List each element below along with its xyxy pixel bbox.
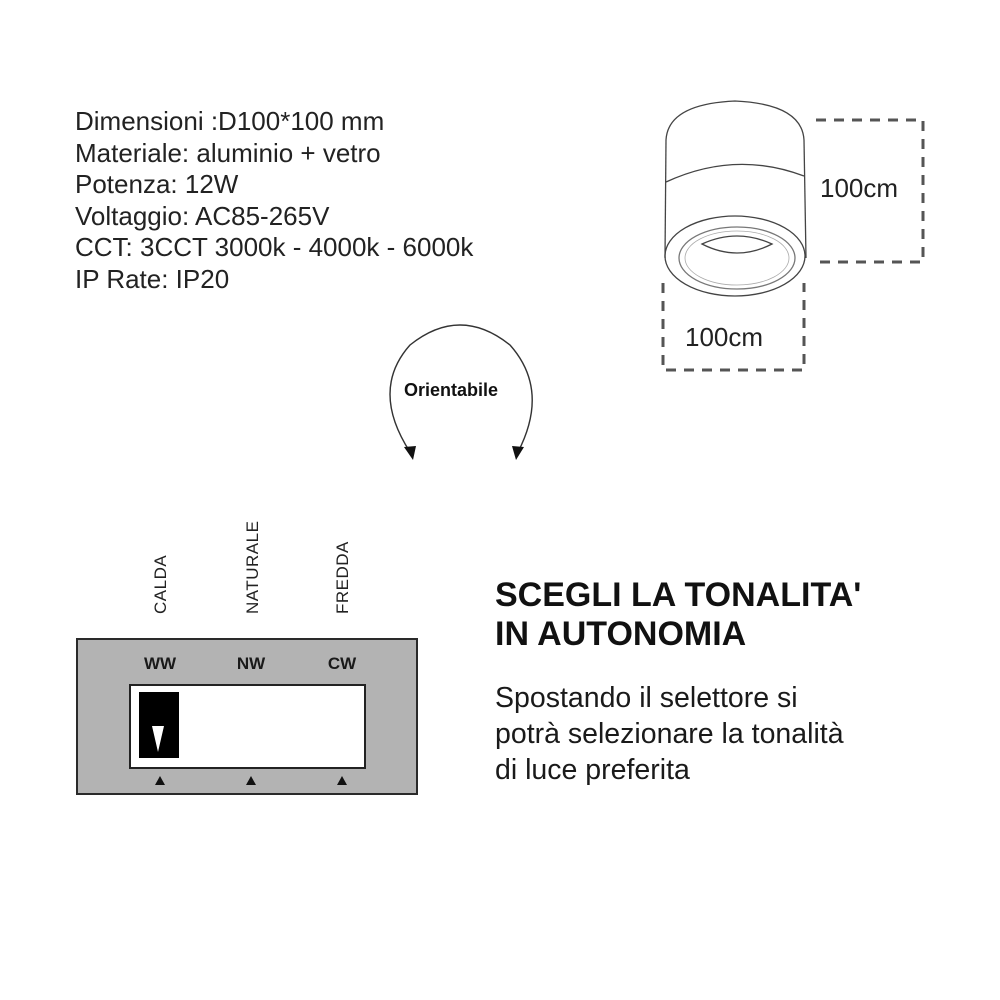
spec-dimensions: Dimensioni :D100*100 mm: [75, 106, 385, 136]
height-dimension-label: 100cm: [820, 173, 899, 203]
position-marker-ww-icon: [155, 776, 165, 785]
knob-pointer-icon: [152, 726, 164, 752]
description-line-2: potrà selezionare la tonalità: [495, 718, 844, 750]
description: [495, 680, 844, 788]
position-marker-nw-icon: [246, 776, 256, 785]
headline-line-1: SCEGLI LA TONALITA': [495, 576, 862, 614]
code-ww: WW: [143, 654, 177, 673]
spec-ip-rate: IP Rate: IP20: [75, 263, 230, 294]
rotation-arrows-icon: [0, 0, 600, 480]
width-dimension-label: 100cm: [685, 322, 764, 352]
spec-cct: CCT: 3CCT 3000k - 4000k - 6000k: [75, 232, 474, 262]
position-marker-cw-icon: [337, 776, 347, 785]
orientable-label: Orientabile: [404, 380, 499, 400]
tone-label-natural: NATURALE: [243, 520, 262, 614]
description-line-1: Spostando il selettore si: [495, 682, 798, 714]
headline-line-2: IN AUTONOMIA: [495, 615, 747, 653]
code-nw: NW: [236, 654, 266, 673]
spec-power: Potenza: 12W: [75, 169, 239, 199]
code-cw: CW: [327, 654, 357, 673]
spec-material: Materiale: aluminio + vetro: [75, 137, 381, 168]
tone-label-cold: FREDDA: [333, 541, 352, 614]
tone-label-warm: CALDA: [151, 554, 170, 614]
spec-voltage: Voltaggio: AC85-265V: [75, 200, 330, 231]
headline: [495, 576, 861, 654]
description-line-3: di luce preferita: [495, 754, 690, 786]
